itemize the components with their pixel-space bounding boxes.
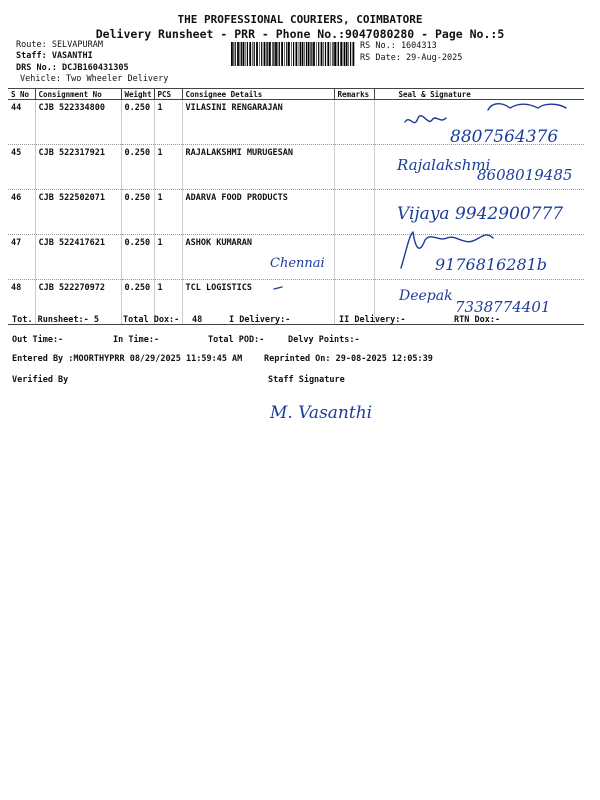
signature-text-48: 7338774401 [455, 298, 551, 316]
total-dox-label: Total Dox:- [123, 315, 180, 325]
staff-label: Staff: VASANTHI [16, 51, 93, 61]
barcode-bar [233, 42, 234, 66]
cell-weight: 0.250 [121, 100, 154, 145]
barcode-bar [269, 42, 271, 66]
barcode-bar [302, 42, 304, 66]
barcode-bar [291, 42, 292, 66]
barcode-bar [231, 42, 233, 66]
runsheet-subtitle: Delivery Runsheet - PRR - Phone No.:9047080280 - Page No.:5 [95, 27, 505, 41]
cell-pcs: 1 [154, 100, 182, 145]
barcode-bar [259, 42, 260, 66]
barcode-bar [323, 42, 324, 66]
barcode-bar [293, 42, 294, 66]
barcode-image [230, 42, 356, 66]
col-seal-signature: Seal & Signature [374, 89, 584, 100]
cell-sno: 44 [8, 100, 35, 145]
barcode-bar [261, 42, 262, 66]
cell-consignee: VILASINI RENGARAJAN [182, 100, 334, 145]
barcode-bar [237, 42, 239, 66]
cell-weight: 0.250 [121, 235, 154, 280]
cell-consignment-no: CJB 522417621 [35, 235, 121, 280]
delvy-points: Delvy Points:- [288, 335, 360, 345]
cell-consignment-no: CJB 522317921 [35, 145, 121, 190]
remark-handwriting-47 [268, 245, 338, 295]
cell-sno: 46 [8, 190, 35, 235]
signature-name-45: Rajalakshmi [397, 156, 491, 174]
entered-by: Entered By :MOORTHYPRR 08/29/2025 11:59:45 AM [12, 354, 243, 364]
rtn-dox: RTN Dox:- [454, 315, 501, 325]
barcode-bar [256, 42, 258, 66]
cell-consignee: RAJALAKSHMI MURUGESAN [182, 145, 334, 190]
drs-number: DRS No.: DCJB160431305 [16, 63, 129, 73]
cell-sno: 45 [8, 145, 35, 190]
barcode-bar [343, 42, 344, 66]
signature-text-45: 8608019485 [477, 166, 573, 184]
col-consignment-no: Consignment No [35, 89, 121, 100]
barcode-bar [249, 42, 251, 66]
vehicle-label: Vehicle: Two Wheeler Delivery [20, 74, 169, 84]
cell-pcs: 1 [154, 235, 182, 280]
company-title: THE PROFESSIONAL COURIERS, COIMBATORE [177, 13, 423, 26]
barcode-bar [348, 42, 349, 66]
barcode-bar [308, 42, 310, 66]
barcode-bar [321, 42, 323, 66]
cell-consignee: ASHOK KUMARAN [182, 235, 334, 280]
cell-pcs: 1 [154, 190, 182, 235]
route-label: Route: SELVAPURAM [16, 40, 103, 50]
barcode-bar [241, 42, 242, 66]
col-sno: S No [8, 89, 35, 100]
barcode-bar [240, 42, 241, 66]
signature-row-47 [395, 226, 595, 276]
barcode-bar [327, 42, 329, 66]
barcode-bar [311, 42, 312, 66]
barcode-bar [252, 42, 253, 66]
cell-remarks [334, 145, 374, 190]
col-pcs: PCS [154, 89, 182, 100]
barcode-bar [272, 42, 273, 66]
barcode-bar [316, 42, 317, 66]
barcode-bar [247, 42, 248, 66]
barcode-bar [332, 42, 333, 66]
reprinted-on: Reprinted On: 29-08-2025 12:05:39 [264, 354, 433, 364]
rs-date: RS Date: 29-Aug-2025 [360, 53, 463, 63]
signature-text-47: 9176816281b [435, 255, 548, 274]
barcode-bar [299, 42, 300, 66]
barcode-bar [288, 42, 290, 66]
barcode-bar [306, 42, 307, 66]
barcode-bar [331, 42, 332, 66]
staff-signature-text: M. Vasanthi [270, 403, 373, 423]
signature-row-44 [370, 96, 590, 146]
cell-pcs: 1 [154, 280, 182, 325]
barcode-bar [245, 42, 246, 66]
col-weight: Weight [121, 89, 154, 100]
cell-weight: 0.250 [121, 190, 154, 235]
total-pod: Total POD:- [208, 335, 265, 345]
barcode-bar [278, 42, 279, 66]
signature-name-48: Deepak [399, 288, 453, 304]
tot-runsheet: Tot. Runsheet:- 5 [12, 315, 99, 325]
cell-consignment-no: CJB 522334800 [35, 100, 121, 145]
barcode-bar [350, 42, 351, 66]
out-time: Out Time:- [12, 335, 64, 345]
barcode-bar [281, 42, 283, 66]
barcode-bar [286, 42, 287, 66]
signature-row-48 [395, 280, 595, 320]
cell-consignment-no: CJB 522270972 [35, 280, 121, 325]
barcode-bar [300, 42, 301, 66]
barcode-bar [340, 42, 342, 66]
barcode-bar [243, 42, 245, 66]
barcode-bar [254, 42, 255, 66]
barcode-bar [338, 42, 339, 66]
remark-text-47: Chennai [270, 256, 325, 271]
in-time: In Time:- [113, 335, 160, 345]
barcode-bar [313, 42, 315, 66]
barcode-bar [310, 42, 311, 66]
signature-text-46: Vijaya 9942900777 [397, 204, 564, 224]
verified-by: Verified By [12, 375, 69, 385]
barcode-bar [353, 42, 355, 66]
cell-consignment-no: CJB 522502071 [35, 190, 121, 235]
barcode-bar [304, 42, 305, 66]
barcode-bar [264, 42, 266, 66]
staff-signature-label: Staff Signature [268, 375, 345, 385]
signature-row-45 [395, 142, 595, 187]
barcode-bar [275, 42, 277, 66]
barcode-bar [235, 42, 236, 66]
barcode-bar [318, 42, 319, 66]
cell-consignee: ADARVA FOOD PRODUCTS [182, 190, 334, 235]
barcode-bar [296, 42, 298, 66]
cell-pcs: 1 [154, 145, 182, 190]
cell-remarks [334, 100, 374, 145]
cell-sno: 47 [8, 235, 35, 280]
barcode-bar [344, 42, 345, 66]
barcode-bar [284, 42, 285, 66]
barcode-bar [346, 42, 348, 66]
barcode-bar [273, 42, 274, 66]
barcode-bar [266, 42, 267, 66]
total-dox-value: 48 [192, 315, 203, 325]
ii-delivery: II Delivery:- [339, 315, 406, 325]
cell-sno: 48 [8, 280, 35, 325]
cell-weight: 0.250 [121, 145, 154, 190]
barcode-bar [325, 42, 326, 66]
col-consignee: Consignee Details [182, 89, 334, 100]
barcode-bar [337, 42, 338, 66]
cell-remarks [334, 235, 374, 280]
cell-remarks [334, 190, 374, 235]
barcode-bar [267, 42, 268, 66]
rs-number: RS No.: 1604313 [360, 41, 437, 51]
cell-weight: 0.250 [121, 280, 154, 325]
i-delivery: I Delivery:- [229, 315, 291, 325]
col-remarks: Remarks [334, 89, 374, 100]
barcode-bar [279, 42, 280, 66]
barcode-bar [334, 42, 336, 66]
signature-text-44: 8807564376 [450, 127, 559, 147]
cell-consignee: TCL LOGISTICS [182, 280, 334, 325]
staff-signature [268, 388, 388, 428]
